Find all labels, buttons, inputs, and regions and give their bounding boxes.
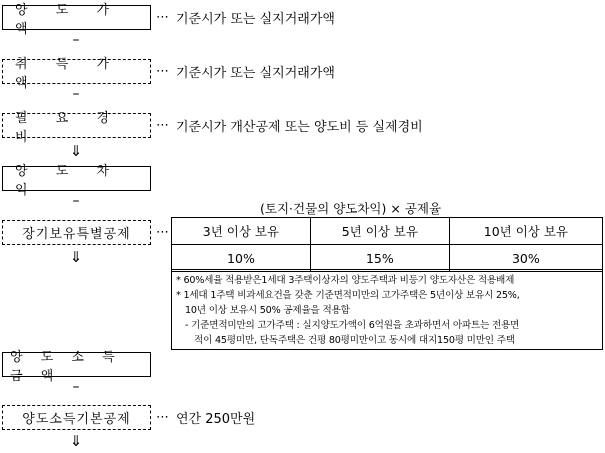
acquisition-price-label: 취 득 가 액 bbox=[15, 56, 121, 91]
leader-dots: ⋯ bbox=[156, 118, 168, 133]
table-cell: 30% bbox=[449, 245, 602, 272]
necessary-expenses-label: 필 요 경 비 bbox=[15, 110, 121, 145]
note-line: 10년 이상 보유시 50% 공제율을 적용함 bbox=[185, 305, 350, 316]
minus-operator: – bbox=[72, 379, 80, 395]
deduction-formula: (토지·건물의 양도차익) × 공제율 bbox=[260, 201, 442, 216]
transfer-price-box bbox=[2, 2, 151, 37]
acquisition-price-desc-text: 기준시가 또는 실지거래가액 bbox=[176, 66, 335, 81]
table-header-row bbox=[172, 218, 603, 245]
long-term-deduction-label: 장기보유특별공제 bbox=[22, 227, 131, 242]
basic-deduction-label: 양도소득기본공제 bbox=[22, 412, 131, 427]
necessary-expenses-desc bbox=[156, 113, 423, 138]
long-term-deduction-box bbox=[2, 220, 151, 245]
deduction-notes bbox=[171, 269, 603, 350]
transfer-income-box bbox=[2, 349, 151, 384]
transfer-price-desc-text: 기준시가 또는 실지거래가액 bbox=[176, 12, 335, 27]
transfer-income-label: 양 도 소 득 금 액 bbox=[10, 349, 122, 384]
leader-dots: ⋯ bbox=[156, 64, 168, 79]
necessary-expenses-box bbox=[2, 110, 151, 145]
minus-operator: – bbox=[72, 86, 80, 102]
transfer-price-label: 양 도 가 액 bbox=[15, 2, 121, 37]
table-row bbox=[172, 245, 603, 272]
leader-dots: ⋯ bbox=[156, 225, 168, 240]
necessary-expenses-desc-text: 기준시가 개산공제 또는 양도비 등 실제경비 bbox=[176, 120, 423, 135]
transfer-gain-box bbox=[2, 163, 151, 198]
note-line: 적이 45평미만, 단독주택은 건평 80평미만이고 동시에 대지150평 미만인 주택 bbox=[194, 335, 515, 346]
basic-deduction-desc bbox=[156, 405, 255, 430]
note-line: * 60%세율 적용받은1세대 3주택이상자의 양도주택과 비등기 양도자산은 적용배제 bbox=[176, 275, 515, 286]
table-cell: 15% bbox=[310, 245, 449, 272]
transfer-price-desc bbox=[156, 5, 335, 30]
acquisition-price-box bbox=[2, 56, 151, 91]
acquisition-price-desc bbox=[156, 59, 335, 84]
down-arrow-icon: ⇓ bbox=[69, 142, 83, 160]
table-header-cell: 5년 이상 보유 bbox=[310, 218, 449, 245]
note-line: - 기준면적미만의 고가주택 : 실지양도가액이 6억원을 초과하면서 아파트는 전용면 bbox=[185, 320, 520, 331]
deduction-rate-table bbox=[171, 217, 603, 272]
table-header-cell: 10년 이상 보유 bbox=[449, 218, 602, 245]
down-arrow-icon: ⇓ bbox=[69, 432, 83, 450]
minus-operator: – bbox=[72, 32, 80, 48]
leader-dots: ⋯ bbox=[156, 10, 168, 25]
minus-operator: – bbox=[72, 193, 80, 209]
transfer-gain-label: 양 도 차 익 bbox=[15, 163, 121, 198]
table-cell: 10% bbox=[172, 245, 311, 272]
leader-dots: ⋯ bbox=[156, 410, 168, 425]
down-arrow-icon: ⇓ bbox=[69, 248, 83, 266]
table-header-cell: 3년 이상 보유 bbox=[172, 218, 311, 245]
note-line: * 1세대 1주택 비과세요건을 갖춘 기준면적미만의 고가주택은 5년이상 보유시 25%, bbox=[176, 290, 520, 301]
basic-deduction-desc-text: 연간 250만원 bbox=[176, 412, 256, 427]
basic-deduction-box bbox=[2, 405, 151, 430]
